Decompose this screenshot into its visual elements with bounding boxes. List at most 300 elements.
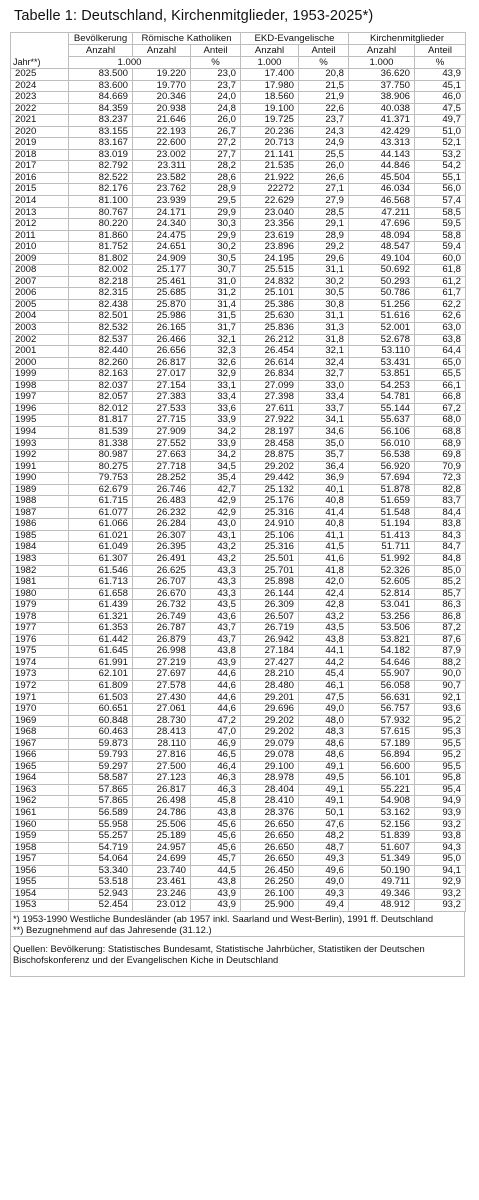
table-row bbox=[11, 819, 466, 831]
cell-catholics-share: 45,6 bbox=[191, 819, 241, 831]
cell-year: 2010 bbox=[11, 242, 69, 254]
cell-protestants-count: 29.100 bbox=[241, 761, 299, 773]
cell-catholics-share: 32,6 bbox=[191, 357, 241, 369]
cell-population-count: 81.100 bbox=[69, 196, 133, 208]
cell-year: 2021 bbox=[11, 115, 69, 127]
cell-members-share: 86,3 bbox=[415, 600, 466, 612]
table-row bbox=[11, 750, 466, 762]
cell-catholics-count: 25.986 bbox=[133, 311, 191, 323]
cell-protestants-count: 24.910 bbox=[241, 519, 299, 531]
cell-population-count: 82.792 bbox=[69, 161, 133, 173]
cell-members-count: 47.696 bbox=[349, 219, 415, 231]
cell-population-count: 59.297 bbox=[69, 761, 133, 773]
cell-protestants-count: 28.875 bbox=[241, 450, 299, 462]
cell-protestants-share: 34,1 bbox=[299, 415, 349, 427]
cell-population-count: 61.049 bbox=[69, 542, 133, 554]
cell-members-share: 95,8 bbox=[415, 773, 466, 785]
cell-catholics-share: 33,9 bbox=[191, 438, 241, 450]
cell-protestants-share: 44,1 bbox=[299, 646, 349, 658]
cell-members-share: 93,8 bbox=[415, 831, 466, 843]
cell-population-count: 61.066 bbox=[69, 519, 133, 531]
cell-members-count: 57.189 bbox=[349, 738, 415, 750]
cell-protestants-share: 42,8 bbox=[299, 600, 349, 612]
cell-members-share: 59,4 bbox=[415, 242, 466, 254]
cell-protestants-share: 26,6 bbox=[299, 172, 349, 184]
cell-members-count: 51.607 bbox=[349, 842, 415, 854]
table-row bbox=[11, 369, 466, 381]
cell-catholics-share: 45,7 bbox=[191, 854, 241, 866]
cell-members-share: 58,5 bbox=[415, 207, 466, 219]
cell-members-count: 43.313 bbox=[349, 138, 415, 150]
cell-population-count: 57.865 bbox=[69, 784, 133, 796]
cell-population-count: 80.987 bbox=[69, 450, 133, 462]
cell-protestants-count: 27.184 bbox=[241, 646, 299, 658]
cell-catholics-share: 33,4 bbox=[191, 392, 241, 404]
cell-protestants-count: 27.427 bbox=[241, 657, 299, 669]
cell-members-count: 55.221 bbox=[349, 784, 415, 796]
cell-population-count: 59.793 bbox=[69, 750, 133, 762]
cell-protestants-share: 48,6 bbox=[299, 738, 349, 750]
cell-year: 1966 bbox=[11, 750, 69, 762]
cell-members-count: 38.906 bbox=[349, 92, 415, 104]
table-row bbox=[11, 161, 466, 173]
cell-population-count: 61.809 bbox=[69, 680, 133, 692]
cell-protestants-count: 23.040 bbox=[241, 207, 299, 219]
cell-members-share: 63,8 bbox=[415, 334, 466, 346]
cell-members-count: 49.711 bbox=[349, 877, 415, 889]
cell-protestants-share: 30,2 bbox=[299, 276, 349, 288]
table-row bbox=[11, 761, 466, 773]
cell-population-count: 61.991 bbox=[69, 657, 133, 669]
table-row bbox=[11, 415, 466, 427]
cell-protestants-count: 26.614 bbox=[241, 357, 299, 369]
cell-members-share: 92,9 bbox=[415, 877, 466, 889]
table-title: Tabelle 1: Deutschland, Kirchenmitglieder, 1953-2025*) bbox=[14, 8, 374, 24]
unit-percent: % bbox=[191, 57, 241, 69]
cell-population-count: 81.539 bbox=[69, 426, 133, 438]
cell-population-count: 54.719 bbox=[69, 842, 133, 854]
cell-members-share: 85,7 bbox=[415, 588, 466, 600]
table-row bbox=[11, 854, 466, 866]
cell-members-share: 52,1 bbox=[415, 138, 466, 150]
cell-catholics-count: 24.699 bbox=[133, 854, 191, 866]
cell-population-count: 82.057 bbox=[69, 392, 133, 404]
cell-protestants-share: 49,1 bbox=[299, 796, 349, 808]
cell-members-share: 87,6 bbox=[415, 634, 466, 646]
table-row bbox=[11, 692, 466, 704]
cell-catholics-count: 24.786 bbox=[133, 808, 191, 820]
cell-protestants-share: 48,3 bbox=[299, 727, 349, 739]
cell-catholics-share: 44,6 bbox=[191, 669, 241, 681]
cell-protestants-count: 26.650 bbox=[241, 819, 299, 831]
cell-catholics-share: 43,8 bbox=[191, 877, 241, 889]
cell-catholics-share: 34,2 bbox=[191, 450, 241, 462]
cell-members-count: 46.568 bbox=[349, 196, 415, 208]
cell-protestants-share: 49,3 bbox=[299, 854, 349, 866]
cell-members-share: 69,8 bbox=[415, 450, 466, 462]
cell-protestants-share: 30,8 bbox=[299, 299, 349, 311]
cell-catholics-count: 25.506 bbox=[133, 819, 191, 831]
table-row bbox=[11, 253, 466, 265]
cell-protestants-count: 24.195 bbox=[241, 253, 299, 265]
cell-population-count: 83.500 bbox=[69, 69, 133, 81]
cell-protestants-count: 25.316 bbox=[241, 507, 299, 519]
table-row bbox=[11, 669, 466, 681]
table-row bbox=[11, 657, 466, 669]
cell-members-count: 54.253 bbox=[349, 380, 415, 392]
cell-catholics-count: 27.578 bbox=[133, 680, 191, 692]
cell-protestants-count: 26.100 bbox=[241, 888, 299, 900]
cell-catholics-count: 24.171 bbox=[133, 207, 191, 219]
cell-protestants-share: 49,6 bbox=[299, 865, 349, 877]
cell-catholics-count: 27.430 bbox=[133, 692, 191, 704]
cell-members-count: 54.908 bbox=[349, 796, 415, 808]
cell-year: 1964 bbox=[11, 773, 69, 785]
cell-population-count: 61.439 bbox=[69, 600, 133, 612]
cell-members-count: 52.814 bbox=[349, 588, 415, 600]
cell-year: 2023 bbox=[11, 92, 69, 104]
cell-members-share: 61,8 bbox=[415, 265, 466, 277]
cell-protestants-share: 36,9 bbox=[299, 473, 349, 485]
cell-members-share: 84,8 bbox=[415, 553, 466, 565]
cell-catholics-count: 26.491 bbox=[133, 553, 191, 565]
cell-population-count: 61.307 bbox=[69, 553, 133, 565]
cell-year: 2015 bbox=[11, 184, 69, 196]
cell-members-count: 57.694 bbox=[349, 473, 415, 485]
cell-catholics-count: 23.002 bbox=[133, 149, 191, 161]
cell-members-share: 62,2 bbox=[415, 299, 466, 311]
footnotes bbox=[10, 912, 465, 937]
cell-year: 2025 bbox=[11, 69, 69, 81]
cell-protestants-count: 28.376 bbox=[241, 808, 299, 820]
cell-protestants-share: 24,9 bbox=[299, 138, 349, 150]
cell-catholics-count: 24.651 bbox=[133, 242, 191, 254]
table-row bbox=[11, 588, 466, 600]
cell-population-count: 82.315 bbox=[69, 288, 133, 300]
cell-members-share: 45,1 bbox=[415, 80, 466, 92]
cell-year: 2018 bbox=[11, 149, 69, 161]
cell-protestants-share: 49,4 bbox=[299, 900, 349, 912]
table-row bbox=[11, 403, 466, 415]
cell-protestants-count: 29.442 bbox=[241, 473, 299, 485]
table-row bbox=[11, 207, 466, 219]
cell-catholics-count: 26.879 bbox=[133, 634, 191, 646]
cell-catholics-share: 34,5 bbox=[191, 461, 241, 473]
cell-protestants-share: 26,0 bbox=[299, 161, 349, 173]
cell-catholics-count: 26.707 bbox=[133, 577, 191, 589]
cell-year: 1963 bbox=[11, 784, 69, 796]
cell-population-count: 82.260 bbox=[69, 357, 133, 369]
cell-members-count: 44.846 bbox=[349, 161, 415, 173]
cell-catholics-count: 24.909 bbox=[133, 253, 191, 265]
cell-protestants-share: 42,0 bbox=[299, 577, 349, 589]
cell-catholics-count: 28.413 bbox=[133, 727, 191, 739]
cell-protestants-share: 24,3 bbox=[299, 126, 349, 138]
cell-population-count: 61.021 bbox=[69, 530, 133, 542]
cell-protestants-count: 19.100 bbox=[241, 103, 299, 115]
cell-catholics-count: 23.012 bbox=[133, 900, 191, 912]
table-row bbox=[11, 600, 466, 612]
cell-year: 2003 bbox=[11, 323, 69, 335]
cell-protestants-count: 25.106 bbox=[241, 530, 299, 542]
cell-members-share: 85,2 bbox=[415, 577, 466, 589]
cell-catholics-share: 33,1 bbox=[191, 380, 241, 392]
cell-catholics-share: 43,1 bbox=[191, 530, 241, 542]
cell-protestants-count: 26.309 bbox=[241, 600, 299, 612]
cell-population-count: 61.077 bbox=[69, 507, 133, 519]
cell-members-count: 51.839 bbox=[349, 831, 415, 843]
cell-catholics-count: 27.383 bbox=[133, 392, 191, 404]
cell-catholics-share: 29,9 bbox=[191, 230, 241, 242]
cell-members-share: 95,5 bbox=[415, 738, 466, 750]
header-unit-row bbox=[11, 57, 466, 69]
cell-protestants-count: 28.210 bbox=[241, 669, 299, 681]
cell-year: 1968 bbox=[11, 727, 69, 739]
cell-members-count: 41.371 bbox=[349, 115, 415, 127]
table-row bbox=[11, 519, 466, 531]
cell-population-count: 59.873 bbox=[69, 738, 133, 750]
cell-protestants-count: 26.250 bbox=[241, 877, 299, 889]
cell-members-count: 51.194 bbox=[349, 519, 415, 531]
table-row bbox=[11, 577, 466, 589]
cell-members-share: 84,7 bbox=[415, 542, 466, 554]
cell-year: 2022 bbox=[11, 103, 69, 115]
cell-year: 1992 bbox=[11, 450, 69, 462]
cell-population-count: 82.218 bbox=[69, 276, 133, 288]
cell-catholics-share: 32,1 bbox=[191, 334, 241, 346]
cell-protestants-share: 31,8 bbox=[299, 334, 349, 346]
cell-year: 1987 bbox=[11, 507, 69, 519]
cell-year: 1985 bbox=[11, 530, 69, 542]
cell-protestants-share: 50,1 bbox=[299, 808, 349, 820]
cell-protestants-share: 33,4 bbox=[299, 392, 349, 404]
table-row bbox=[11, 715, 466, 727]
subheader-protestants-count: Anzahl bbox=[241, 45, 299, 57]
cell-protestants-share: 43,8 bbox=[299, 634, 349, 646]
cell-members-count: 37.750 bbox=[349, 80, 415, 92]
cell-protestants-share: 41,8 bbox=[299, 565, 349, 577]
cell-population-count: 60.463 bbox=[69, 727, 133, 739]
cell-members-share: 94,9 bbox=[415, 796, 466, 808]
cell-year: 2005 bbox=[11, 299, 69, 311]
cell-protestants-share: 35,7 bbox=[299, 450, 349, 462]
table-row bbox=[11, 346, 466, 358]
cell-protestants-share: 48,2 bbox=[299, 831, 349, 843]
cell-members-share: 93,2 bbox=[415, 900, 466, 912]
cell-year: 1999 bbox=[11, 369, 69, 381]
cell-catholics-share: 31,7 bbox=[191, 323, 241, 335]
group-header-church-members: Kirchenmitglieder bbox=[349, 33, 466, 45]
cell-members-share: 95,2 bbox=[415, 750, 466, 762]
cell-catholics-count: 23.762 bbox=[133, 184, 191, 196]
cell-catholics-share: 27,2 bbox=[191, 138, 241, 150]
cell-protestants-share: 44,2 bbox=[299, 657, 349, 669]
cell-catholics-count: 26.656 bbox=[133, 346, 191, 358]
table-row bbox=[11, 842, 466, 854]
cell-protestants-share: 20,8 bbox=[299, 69, 349, 81]
table-row bbox=[11, 299, 466, 311]
cell-catholics-count: 26.498 bbox=[133, 796, 191, 808]
cell-protestants-share: 48,0 bbox=[299, 715, 349, 727]
table-row bbox=[11, 831, 466, 843]
cell-members-count: 56.894 bbox=[349, 750, 415, 762]
cell-catholics-count: 25.461 bbox=[133, 276, 191, 288]
cell-catholics-count: 28.252 bbox=[133, 473, 191, 485]
cell-population-count: 83.167 bbox=[69, 138, 133, 150]
year-header: Jahr**) bbox=[11, 33, 69, 69]
cell-members-share: 70,9 bbox=[415, 461, 466, 473]
table-row bbox=[11, 484, 466, 496]
cell-catholics-count: 23.311 bbox=[133, 161, 191, 173]
cell-protestants-count: 25.630 bbox=[241, 311, 299, 323]
cell-protestants-share: 33,7 bbox=[299, 403, 349, 415]
cell-catholics-share: 42,9 bbox=[191, 507, 241, 519]
cell-protestants-count: 20.713 bbox=[241, 138, 299, 150]
cell-catholics-share: 27,7 bbox=[191, 149, 241, 161]
cell-members-count: 53.110 bbox=[349, 346, 415, 358]
cell-population-count: 61.715 bbox=[69, 496, 133, 508]
cell-protestants-count: 28.458 bbox=[241, 438, 299, 450]
cell-protestants-count: 27.398 bbox=[241, 392, 299, 404]
cell-catholics-share: 47,0 bbox=[191, 727, 241, 739]
cell-catholics-count: 25.177 bbox=[133, 265, 191, 277]
cell-population-count: 80.767 bbox=[69, 207, 133, 219]
cell-members-count: 51.659 bbox=[349, 496, 415, 508]
cell-protestants-share: 28,5 bbox=[299, 207, 349, 219]
cell-protestants-count: 25.900 bbox=[241, 900, 299, 912]
cell-catholics-count: 26.466 bbox=[133, 334, 191, 346]
table-row bbox=[11, 138, 466, 150]
cell-year: 1981 bbox=[11, 577, 69, 589]
subheader-members-share: Anteil bbox=[415, 45, 466, 57]
cell-catholics-share: 46,9 bbox=[191, 738, 241, 750]
cell-year: 1962 bbox=[11, 796, 69, 808]
cell-protestants-share: 43,5 bbox=[299, 623, 349, 635]
cell-year: 1998 bbox=[11, 380, 69, 392]
cell-catholics-count: 26.483 bbox=[133, 496, 191, 508]
cell-members-share: 67,2 bbox=[415, 403, 466, 415]
cell-members-count: 50.190 bbox=[349, 865, 415, 877]
cell-protestants-share: 35,0 bbox=[299, 438, 349, 450]
cell-catholics-share: 43,7 bbox=[191, 623, 241, 635]
cell-catholics-share: 33,6 bbox=[191, 403, 241, 415]
table-row bbox=[11, 288, 466, 300]
cell-catholics-count: 23.461 bbox=[133, 877, 191, 889]
cell-protestants-share: 22,6 bbox=[299, 103, 349, 115]
cell-protestants-share: 27,9 bbox=[299, 196, 349, 208]
cell-protestants-share: 48,7 bbox=[299, 842, 349, 854]
cell-year: 1993 bbox=[11, 438, 69, 450]
cell-population-count: 82.522 bbox=[69, 172, 133, 184]
cell-members-count: 51.349 bbox=[349, 854, 415, 866]
cell-members-count: 55.144 bbox=[349, 403, 415, 415]
cell-members-count: 56.538 bbox=[349, 450, 415, 462]
cell-catholics-share: 28,9 bbox=[191, 184, 241, 196]
cell-members-share: 62,6 bbox=[415, 311, 466, 323]
cell-protestants-share: 29,1 bbox=[299, 219, 349, 231]
cell-catholics-share: 44,5 bbox=[191, 865, 241, 877]
cell-protestants-count: 21.141 bbox=[241, 149, 299, 161]
cell-population-count: 55.958 bbox=[69, 819, 133, 831]
cell-year: 1967 bbox=[11, 738, 69, 750]
cell-members-share: 66,8 bbox=[415, 392, 466, 404]
cell-protestants-count: 27.611 bbox=[241, 403, 299, 415]
cell-year: 1974 bbox=[11, 657, 69, 669]
cell-members-count: 56.106 bbox=[349, 426, 415, 438]
cell-catholics-share: 33,9 bbox=[191, 415, 241, 427]
cell-population-count: 60.848 bbox=[69, 715, 133, 727]
cell-catholics-count: 27.552 bbox=[133, 438, 191, 450]
cell-catholics-share: 31,5 bbox=[191, 311, 241, 323]
cell-members-count: 54.182 bbox=[349, 646, 415, 658]
cell-members-count: 50.293 bbox=[349, 276, 415, 288]
cell-members-count: 44.143 bbox=[349, 149, 415, 161]
cell-members-count: 50.692 bbox=[349, 265, 415, 277]
cell-population-count: 81.802 bbox=[69, 253, 133, 265]
table-row bbox=[11, 623, 466, 635]
cell-year: 1957 bbox=[11, 854, 69, 866]
subheader-catholics-count: Anzahl bbox=[133, 45, 191, 57]
cell-year: 1977 bbox=[11, 623, 69, 635]
cell-members-count: 52.156 bbox=[349, 819, 415, 831]
cell-catholics-share: 29,9 bbox=[191, 207, 241, 219]
cell-members-share: 93,6 bbox=[415, 704, 466, 716]
table-row bbox=[11, 542, 466, 554]
cell-catholics-share: 43,3 bbox=[191, 588, 241, 600]
cell-catholics-count: 19.220 bbox=[133, 69, 191, 81]
cell-members-count: 52.326 bbox=[349, 565, 415, 577]
cell-year: 1982 bbox=[11, 565, 69, 577]
cell-members-count: 51.256 bbox=[349, 299, 415, 311]
cell-protestants-count: 26.942 bbox=[241, 634, 299, 646]
cell-protestants-share: 21,5 bbox=[299, 80, 349, 92]
cell-protestants-count: 27.099 bbox=[241, 380, 299, 392]
cell-catholics-share: 34,2 bbox=[191, 426, 241, 438]
cell-protestants-count: 21.922 bbox=[241, 172, 299, 184]
table-row bbox=[11, 103, 466, 115]
cell-members-count: 53.431 bbox=[349, 357, 415, 369]
cell-members-count: 49.346 bbox=[349, 888, 415, 900]
cell-protestants-count: 25.176 bbox=[241, 496, 299, 508]
cell-population-count: 52.943 bbox=[69, 888, 133, 900]
cell-year: 2012 bbox=[11, 219, 69, 231]
cell-population-count: 83.155 bbox=[69, 126, 133, 138]
cell-catholics-share: 46,3 bbox=[191, 784, 241, 796]
cell-members-share: 88,2 bbox=[415, 657, 466, 669]
cell-protestants-share: 40,8 bbox=[299, 496, 349, 508]
table-row bbox=[11, 796, 466, 808]
cell-year: 1953 bbox=[11, 900, 69, 912]
cell-catholics-count: 25.189 bbox=[133, 831, 191, 843]
table-row bbox=[11, 865, 466, 877]
cell-catholics-count: 26.284 bbox=[133, 519, 191, 531]
cell-population-count: 83.600 bbox=[69, 80, 133, 92]
cell-year: 2013 bbox=[11, 207, 69, 219]
cell-catholics-count: 27.219 bbox=[133, 657, 191, 669]
cell-catholics-share: 30,3 bbox=[191, 219, 241, 231]
cell-year: 1989 bbox=[11, 484, 69, 496]
cell-catholics-share: 46,3 bbox=[191, 773, 241, 785]
cell-year: 2019 bbox=[11, 138, 69, 150]
cell-year: 1960 bbox=[11, 819, 69, 831]
table-row bbox=[11, 888, 466, 900]
cell-population-count: 82.176 bbox=[69, 184, 133, 196]
cell-members-share: 94,1 bbox=[415, 865, 466, 877]
cell-catholics-share: 31,4 bbox=[191, 299, 241, 311]
cell-catholics-count: 23.246 bbox=[133, 888, 191, 900]
cell-protestants-share: 34,6 bbox=[299, 426, 349, 438]
table-row bbox=[11, 877, 466, 889]
